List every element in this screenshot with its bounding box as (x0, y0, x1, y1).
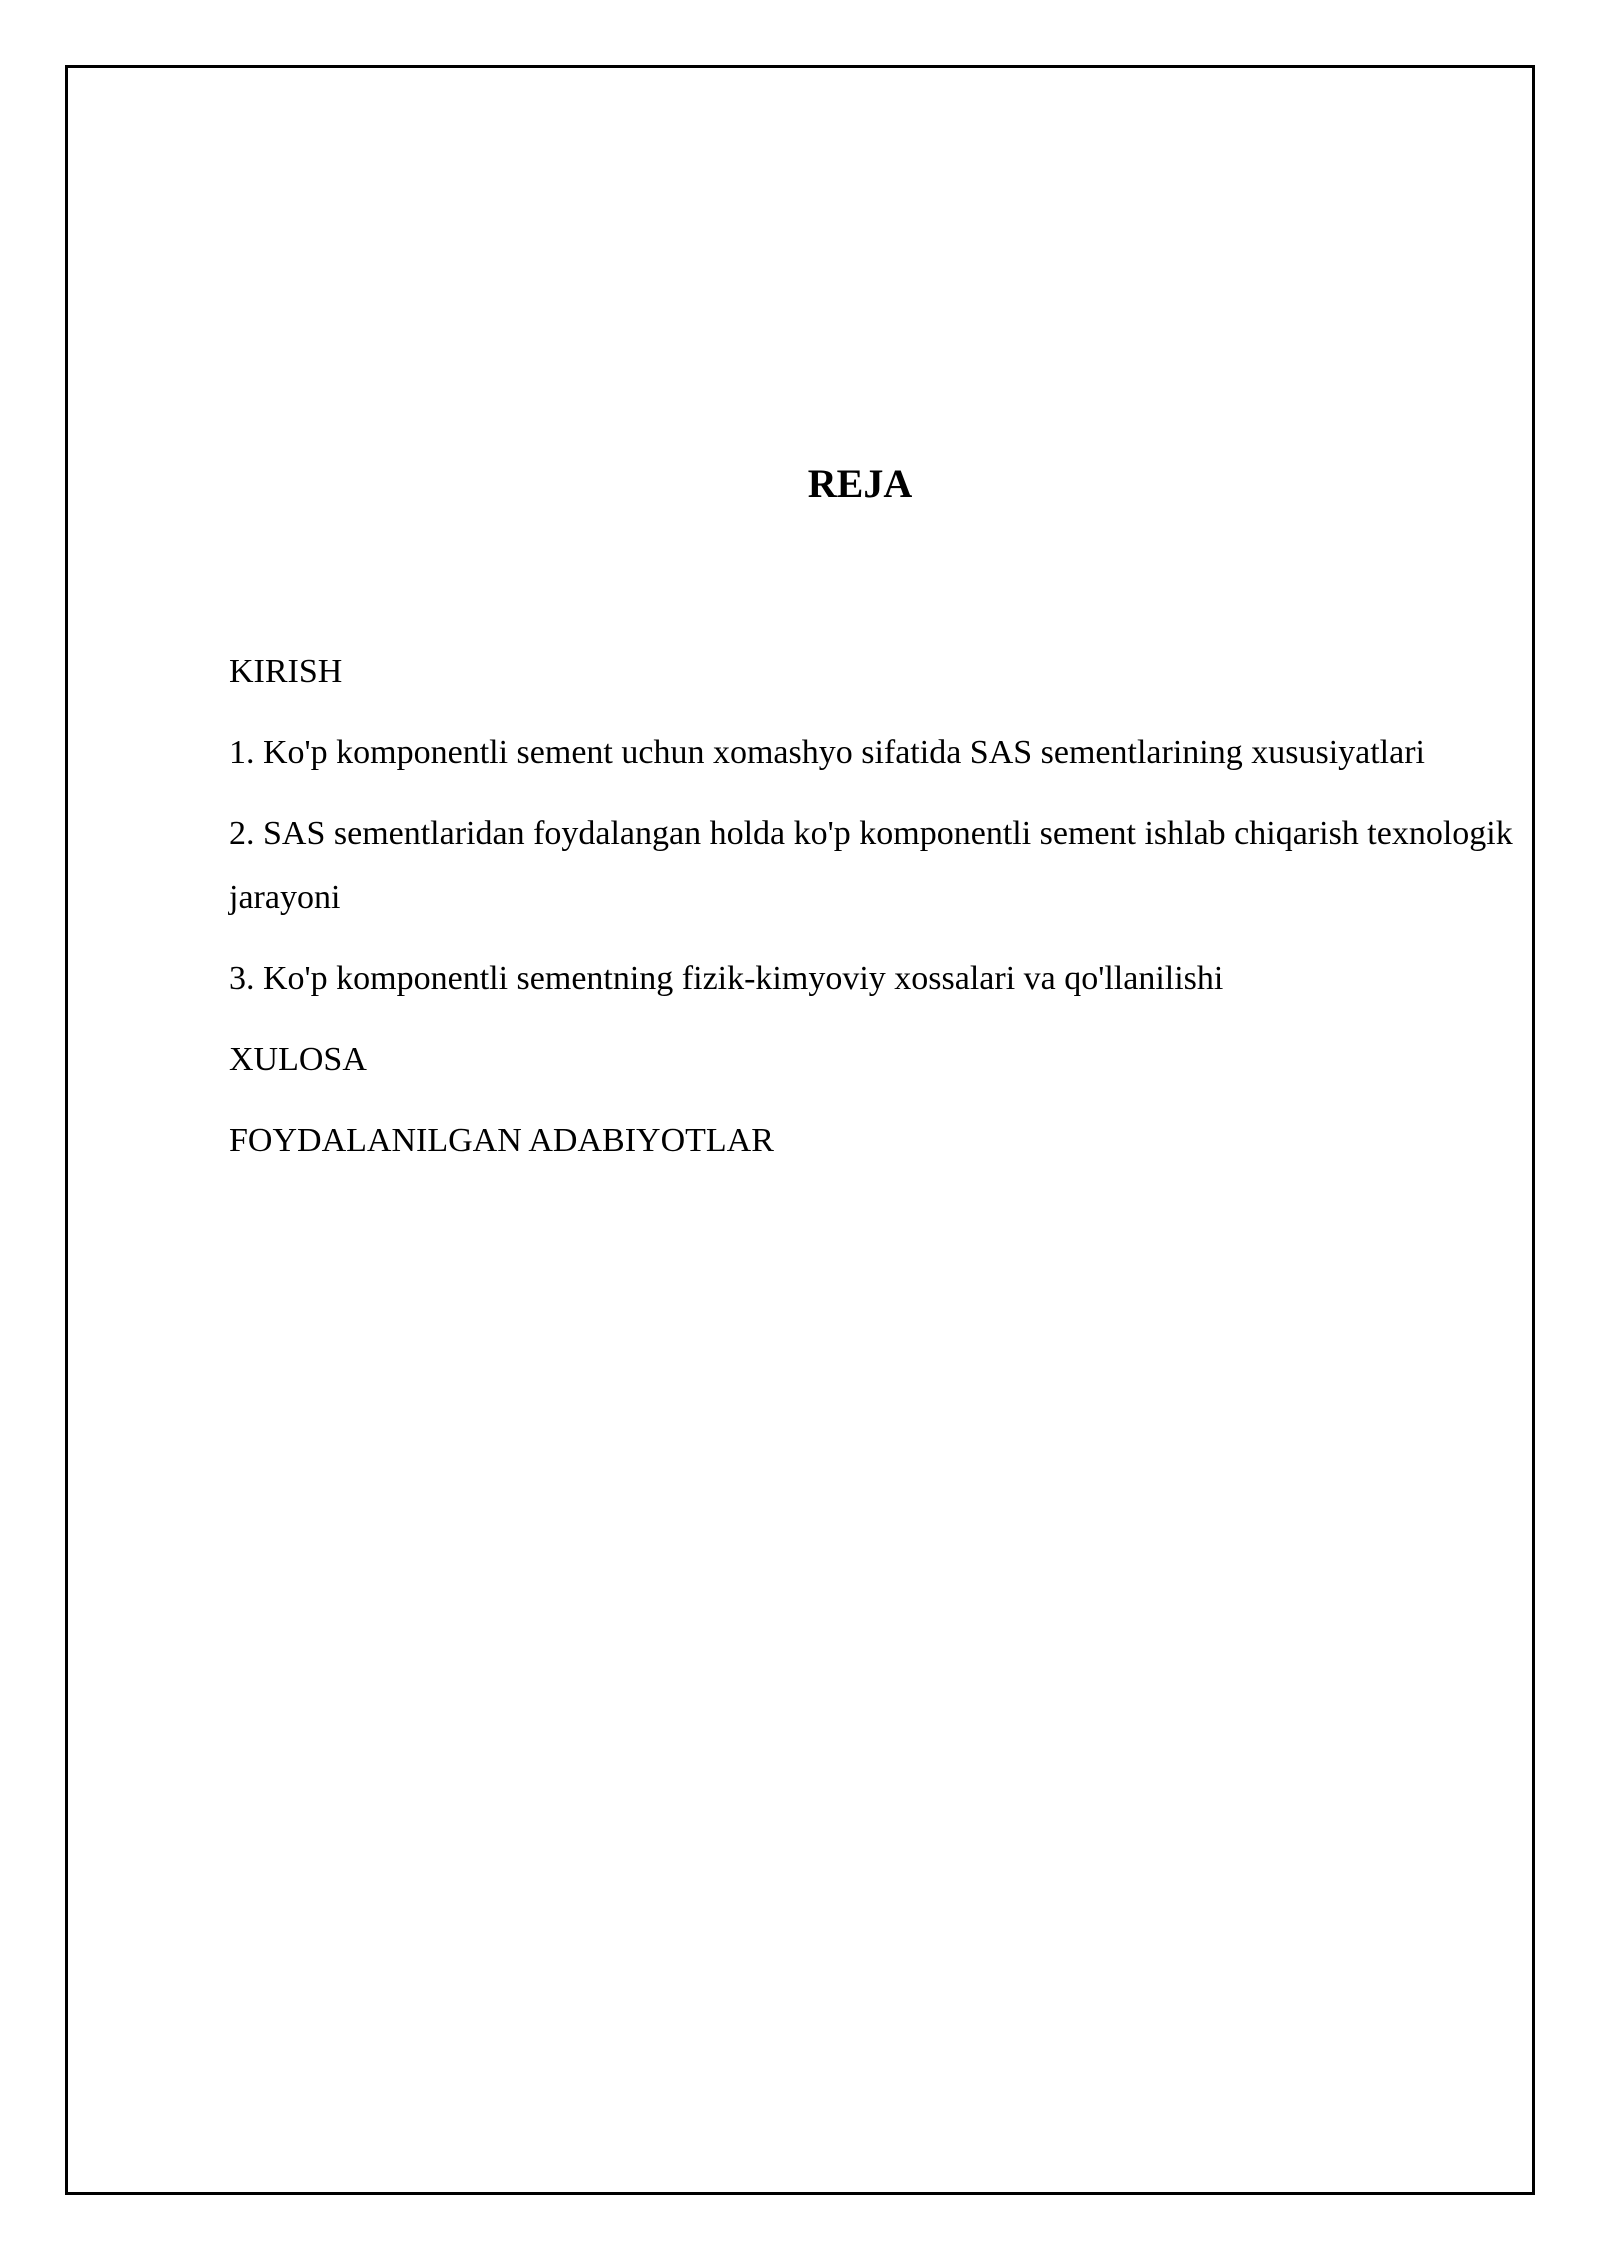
page-title: REJA (807, 461, 913, 506)
plan-list (229, 640, 1519, 1190)
plan-item-1: 1. Ko'p komponentli sement uchun xomashyo sifatida SAS sementlarining xususiyatlari (229, 734, 1425, 771)
plan-item-3: 3. Ko'p komponentli sementning fizik-kimyoviy xossalari va qo'llanilishi (229, 960, 1224, 997)
plan-item-introduction: KIRISH (229, 653, 343, 690)
plan-item-references: FOYDALANILGAN ADABIYOTLAR (229, 1122, 774, 1159)
plan-item-2: 2. SAS sementlaridan foydalangan holda ko'p komponentli sement ishlab chiqarish texnologik jarayoni (229, 815, 1513, 916)
plan-item-conclusion: XULOSA (229, 1041, 367, 1078)
